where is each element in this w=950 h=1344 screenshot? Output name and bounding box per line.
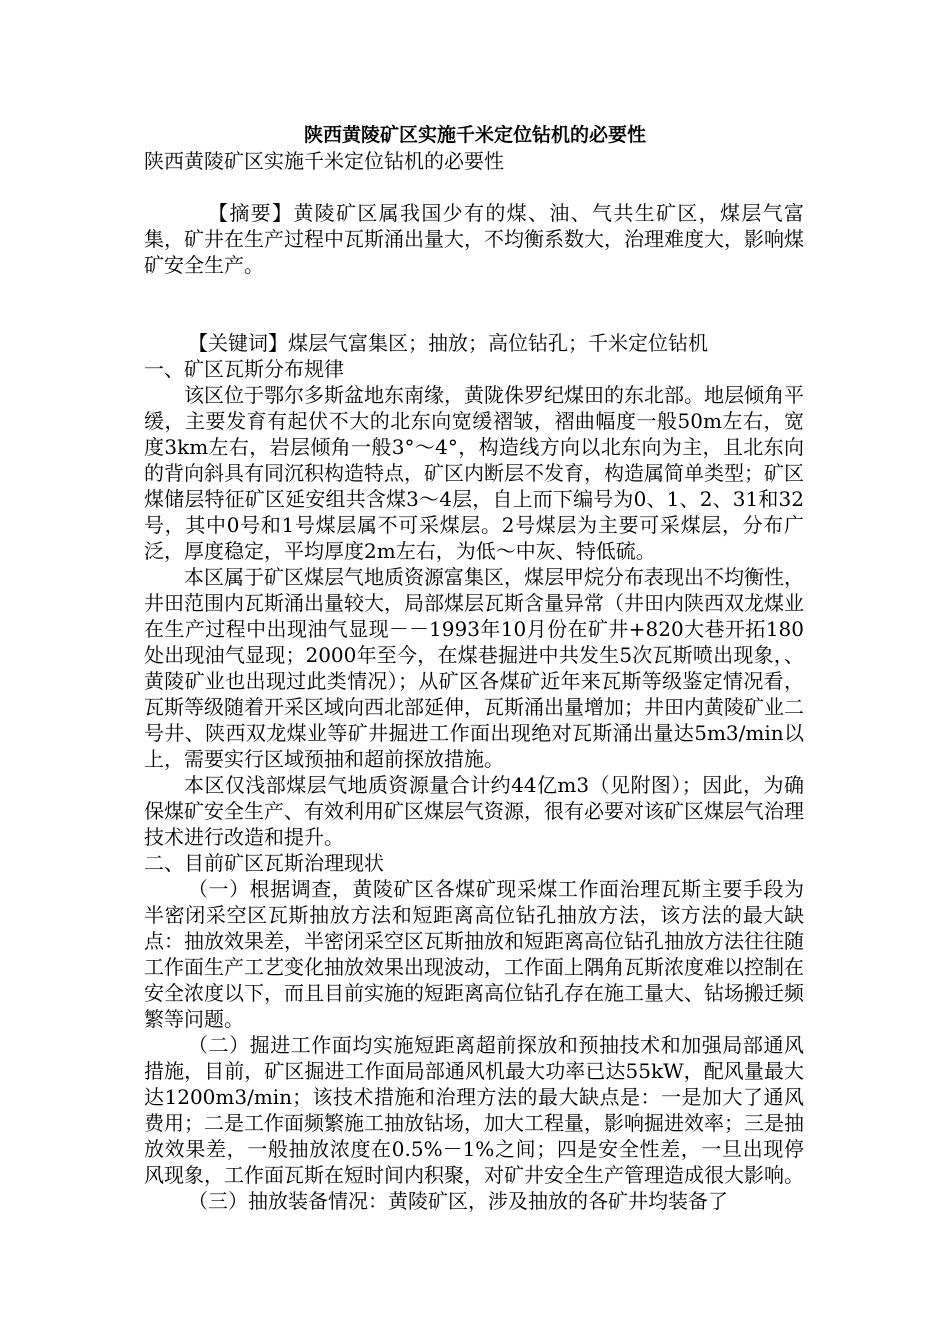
spacer [144,278,804,304]
section-heading-1: 一、矿区瓦斯分布规律 [144,357,344,381]
section1-paragraph-1: 该区位于鄂尔多斯盆地东南缘，黄陇侏罗纪煤田的东北部。地层倾角平缓，主要发育有起伏不大的北东向宽缓褶皱，褶曲幅度一般50m左右，宽度3km左右，岩层倾角一般3°～4°，构造线方向以北东向为主，且北东向的背向斜具有同沉积构造特点，矿区内断层不发育，构造属简单类型；矿区煤储层特征矿区延安组共含煤3～4层，自上而下编号为0、1、2、31和32号，其中0号和1号煤层属不可采煤层。2号煤层为主要可采煤层，分布广泛，厚度稳定，平均厚度2m左右，为低～中灰、特低硫。 [144,383,804,563]
document-subtitle: 陕西黄陵矿区实施千米定位钻机的必要性 [144,149,504,173]
spacer [144,304,804,330]
section2-paragraph-3: （三）抽放装备情况：黄陵矿区，涉及抽放的各矿井均装备了 [188,1189,728,1213]
section2-paragraph-2: （二）掘进工作面均实施短距离超前探放和预抽技术和加强局部通风措施，目前，矿区掘进工作面局部通风机最大功率已达55kW，配风量最大达1200m3/min；该技术措施和治理方法的最大缺点是：一是加大了通风费用；二是工作面频繁施工抽放钻场，加大工程量，影响掘进效率；三是抽放效果差，一般抽放浓度在0.5%－1%之间；四是安全性差，一旦出现停风现象，工作面瓦斯在短时间内积聚，对矿井安全生产管理造成很大影响。 [144,1033,804,1187]
section1-paragraph-2: 本区属于矿区煤层气地质资源富集区，煤层甲烷分布表现出不均衡性，井田范围内瓦斯涌出量较大，局部煤层瓦斯含量异常（井田内陕西双龙煤业在生产过程中出现油气显现－－1993年10月份在矿井+820大巷开拓180处出现油气显现；2000年至今，在煤巷掘进中共发生5次瓦斯喷出现象，、黄陵矿业也出现过此类情况）；从矿区各煤矿近年来瓦斯等级鉴定情况看，瓦斯等级随着开采区域向西北部延伸，瓦斯涌出量增加；井田内黄陵矿业二号井、陕西双龙煤业等矿井掘进工作面出现绝对瓦斯涌出量达5m3/min以上，需要实行区域预抽和超前探放措施。 [144,565,804,771]
section-heading-2: 二、目前矿区瓦斯治理现状 [144,851,384,875]
keywords-paragraph: 【关键词】煤层气富集区；抽放；高位钻孔；千米定位钻机 [188,331,708,355]
section1-paragraph-3: 本区仅浅部煤层气地质资源量合计约44亿m3（见附图）；因此，为确保煤矿安全生产、有效利用矿区煤层气资源，很有必要对该矿区煤层气治理技术进行改造和提升。 [144,773,804,849]
abstract-paragraph: 【摘要】黄陵矿区属我国少有的煤、油、气共生矿区，煤层气富集，矿井在生产过程中瓦斯涌出量大，不均衡系数大，治理难度大，影响煤矿安全生产。 [144,201,804,277]
section2-paragraph-1: （一）根据调查，黄陵矿区各煤矿现采煤工作面治理瓦斯主要手段为半密闭采空区瓦斯抽放方法和短距离高位钻孔抽放方法，该方法的最大缺点：抽放效果差，半密闭采空区瓦斯抽放和短距离高位钻孔抽放方法往往随工作面生产工艺变化抽放效果出现波动，工作面上隅角瓦斯浓度难以控制在安全浓度以下，而且目前实施的短距离高位钻孔存在施工量大、钻场搬迁频繁等问题。 [144,877,804,1031]
document-body [144,148,804,1214]
document-title: 陕西黄陵矿区实施千米定位钻机的必要性 [303,124,646,146]
spacer [144,174,804,200]
